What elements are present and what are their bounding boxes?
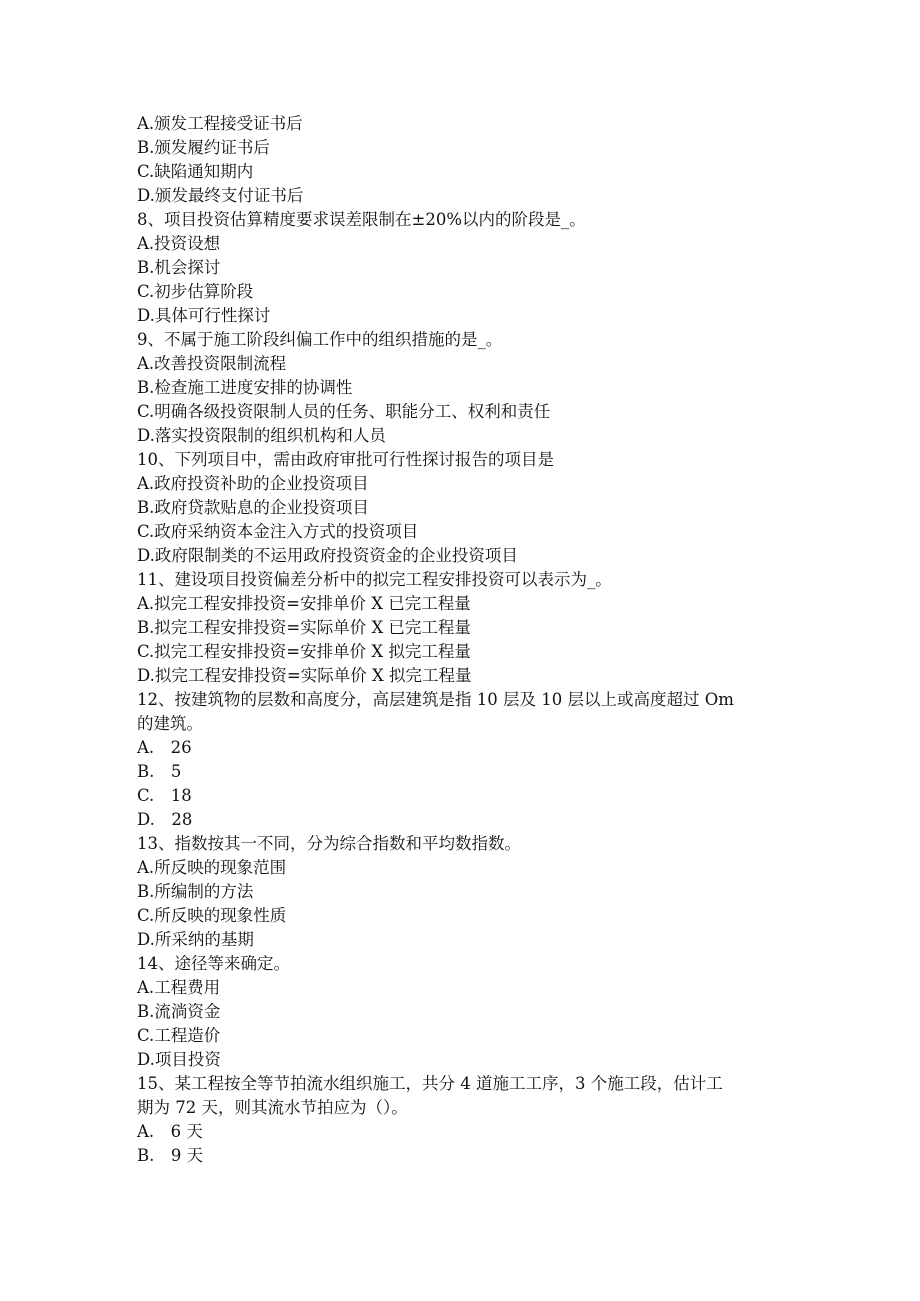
option-7b: B.颁发履约证书后 xyxy=(137,138,270,157)
option-11d: D.拟完工程安排投资=实际单价 X 拟完工程量 xyxy=(137,666,472,685)
question-12-line-2: 的建筑。 xyxy=(137,714,203,733)
option-14d: D.项目投资 xyxy=(137,1050,221,1069)
question-9: 9、不属于施工阶段纠偏工作中的组织措施的是_。 xyxy=(137,330,503,349)
option-12d: D. 28 xyxy=(137,810,193,829)
option-9d: D.落实投资限制的组织机构和人员 xyxy=(137,426,386,445)
option-11c: C.拟完工程安排投资=安排单价 X 拟完工程量 xyxy=(137,642,471,661)
option-7c: C.缺陷通知期内 xyxy=(137,162,254,181)
question-14: 14、途径等来确定。 xyxy=(137,954,290,973)
option-7d: D.颁发最终支付证书后 xyxy=(137,186,304,205)
option-14a: A.工程费用 xyxy=(137,978,221,997)
question-15-line-2: 期为 72 天，则其流水节拍应为（）。 xyxy=(137,1098,408,1117)
option-10c: C.政府采纳资本金注入方式的投资项目 xyxy=(137,522,419,541)
option-13d: D.所采纳的基期 xyxy=(137,930,254,949)
option-14c: C.工程造价 xyxy=(137,1026,221,1045)
option-10a: A.政府投资补助的企业投资项目 xyxy=(137,474,369,493)
option-15a: A. 6 天 xyxy=(137,1122,203,1141)
question-8: 8、项目投资估算精度要求误差限制在±20%以内的阶段是_。 xyxy=(137,210,586,229)
option-8a: A.投资设想 xyxy=(137,234,221,253)
option-8c: C.初步估算阶段 xyxy=(137,282,254,301)
option-11a: A.拟完工程安排投资=安排单价 X 已完工程量 xyxy=(137,594,471,613)
question-13: 13、指数按其一不同，分为综合指数和平均数指数。 xyxy=(137,834,521,853)
question-15-line-1: 15、某工程按全等节拍流水组织施工，共分 4 道施工工序，3 个施工段，估计工 xyxy=(137,1074,723,1093)
option-12c: C. 18 xyxy=(137,786,192,805)
question-10: 10、下列项目中，需由政府审批可行性探讨报告的项目是 xyxy=(137,450,554,469)
option-14b: B.流淌资金 xyxy=(137,1002,221,1021)
option-13c: C.所反映的现象性质 xyxy=(137,906,287,925)
option-12b: B. 5 xyxy=(137,762,182,781)
question-12-line-1: 12、按建筑物的层数和高度分，高层建筑是指 10 层及 10 层以上或高度超过 Om xyxy=(137,690,734,709)
document-body xyxy=(137,112,787,1168)
option-11b: B.拟完工程安排投资=实际单价 X 已完工程量 xyxy=(137,618,471,637)
option-10b: B.政府贷款贴息的企业投资项目 xyxy=(137,498,369,517)
option-9b: B.检查施工进度安排的协调性 xyxy=(137,378,353,397)
option-13a: A.所反映的现象范围 xyxy=(137,858,287,877)
question-11: 11、建设项目投资偏差分析中的拟完工程安排投资可以表示为_。 xyxy=(137,570,612,589)
option-8d: D.具体可行性探讨 xyxy=(137,306,271,325)
option-8b: B.机会探讨 xyxy=(137,258,221,277)
option-7a: A.颁发工程接受证书后 xyxy=(137,114,303,133)
option-15b: B. 9 天 xyxy=(137,1146,204,1165)
option-13b: B.所编制的方法 xyxy=(137,882,254,901)
option-9c: C.明确各级投资限制人员的任务、职能分工、权利和责任 xyxy=(137,402,551,421)
option-12a: A. 26 xyxy=(137,738,192,757)
option-10d: D.政府限制类的不运用政府投资资金的企业投资项目 xyxy=(137,546,518,565)
option-9a: A.改善投资限制流程 xyxy=(137,354,287,373)
